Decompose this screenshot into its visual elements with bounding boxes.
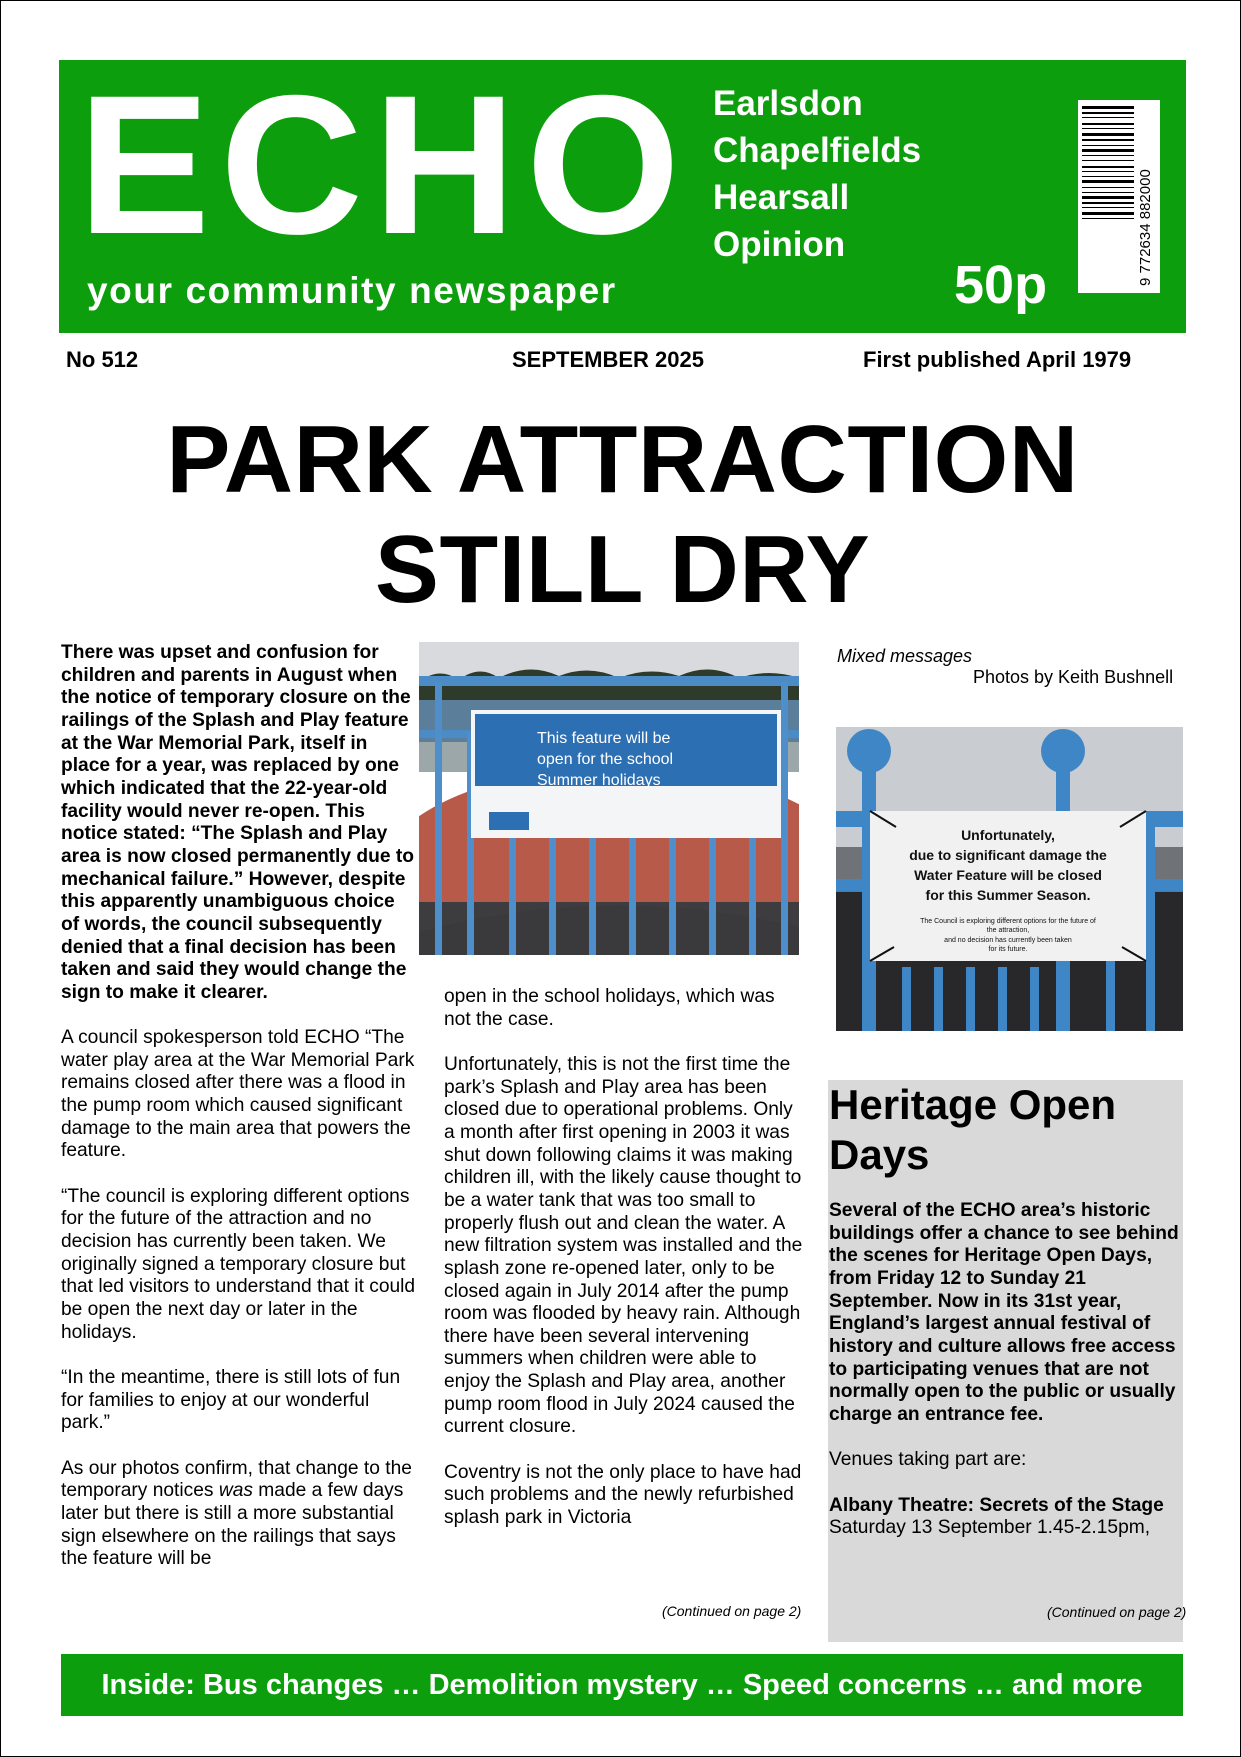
sign-2-small-1: The Council is exploring different options for the future of	[920, 918, 1096, 925]
article-lead: There was upset and confusion for children and parents in August when the notice of temporary closure on the railings of the Splash and Play feature at the War Memorial Park, itself in place for a year, was replaced by one which indicated that the 22-year-old facility would never re-open. This notice stated: “The Splash and Play area is now closed permanently due to mechanical failure.” However, despite this apparently unambiguous choice of words, the council subsequently denied that a final decision has been taken and said they would change the sign to make it clearer.	[61, 642, 414, 1003]
article-paragraph: open in the school holidays, which was not the case.	[444, 986, 775, 1030]
article-paragraph: Unfortunately, this is not the first time the park’s Splash and Play area has been closed due to operational problems. Only a month after first opening in 2003 it was shut down following claims it was making children ill, with the likely cause thought to be a water tank that was too small to properly flush out and clean the water. A new filtration system was installed and the splash zone re-opened later, only to be closed again in July 2014 after the pump room was flooded by heavy rain. Although there have been several intervening summers when children were able to enjoy the Splash and Play area, another pump room flood in July 2024 caused the current closure.	[444, 1053, 803, 1438]
area-list	[713, 80, 921, 268]
sign-2-line-3: Water Feature will be closed	[914, 867, 1102, 883]
headline-line-2: STILL DRY	[374, 516, 871, 623]
sign-1-line-2: open for the school	[537, 751, 674, 768]
sidebar-intro: Several of the ECHO area’s historic buildings offer a chance to see behind the scenes for Heritage Open Days, from Friday 12 to Sunday 21 September. Now in its 31st year, England’s largest annual festival of history and culture allows free access to participating venues that are not normally open to the public or usually charge an entrance fee.	[829, 1200, 1179, 1425]
sign-2-line-4: for this Summer Season.	[925, 887, 1091, 903]
article-paragraph: “In the meantime, there is still lots of fun for families to enjoy at our wonderful park.”	[61, 1366, 401, 1434]
area-item: Opinion	[713, 225, 846, 264]
area-item: Chapelfields	[713, 131, 922, 170]
price: 50p	[954, 255, 1048, 315]
article-column-left	[61, 642, 416, 1593]
sign-2-line-1: Unfortunately,	[961, 827, 1055, 843]
closure-notice-photo	[836, 727, 1183, 1031]
article-paragraph: As our photos confirm, that change to the temporary notices was made a few days later but there is still a more substantial sign elsewhere on the railings that says the feature will be	[61, 1457, 412, 1570]
sign-2-small-2: the attraction,	[986, 927, 1030, 934]
venue-name: Albany Theatre: Secrets of the Stage	[829, 1494, 1164, 1516]
masthead	[59, 54, 1186, 333]
tagline: your community newspaper	[87, 270, 617, 311]
echo-logo: ECHO	[78, 54, 691, 275]
article-paragraph: Coventry is not the only place to have had such problems and the newly refurbished splash park in Victoria	[444, 1461, 802, 1529]
photo-credit: Photos by Keith Bushnell	[973, 667, 1174, 687]
sign-2-small-4: for its future.	[988, 946, 1028, 953]
splash-park-sign-photo	[419, 642, 799, 955]
sign-2-small-3: and no decision has currently been taken	[944, 937, 1072, 944]
article-column-middle	[444, 986, 806, 1552]
venues-label: Venues taking part are:	[829, 1449, 1027, 1471]
article-paragraph: “The council is exploring different options for the future of the attraction and no decision has currently been taken. We originally signed a temporary closure but that led visitors to understand that it could be open the next day or later in the holidays.	[61, 1185, 416, 1343]
area-item: Earlsdon	[713, 84, 863, 123]
article-paragraph: A council spokesperson told ECHO “The water play area at the War Memorial Park remains closed after there was a flood in the pump room which caused significant damage to the main area that powers the feature.	[61, 1027, 415, 1162]
venue-time: Saturday 13 September 1.45-2.15pm,	[829, 1517, 1151, 1539]
sidebar-body	[829, 1200, 1179, 1562]
heritage-sidebar	[828, 1080, 1183, 1642]
issue-number: No 512	[66, 347, 139, 372]
inside-teaser-bar: Inside: Bus changes … Demolition mystery … Speed concerns … and more	[61, 1654, 1183, 1716]
sign-2-line-2: due to significant damage the	[909, 847, 1107, 863]
headline	[59, 405, 1186, 625]
sidebar-continued-note: (Continued on page 2)	[1047, 1604, 1187, 1620]
sidebar-title: Heritage Open Days	[829, 1081, 1117, 1178]
sign-1-line-3: Summer holidays	[537, 772, 661, 789]
continued-note: (Continued on page 2)	[662, 1603, 802, 1619]
area-item: Hearsall	[713, 178, 850, 217]
barcode	[1078, 100, 1160, 293]
issue-date: SEPTEMBER 2025	[512, 347, 704, 372]
headline-line-1: PARK ATTRACTION	[166, 406, 1079, 513]
sign-1-line-1: This feature will be	[537, 730, 671, 747]
barcode-digits: 9 772634 882000	[1137, 169, 1154, 286]
first-published: First published April 1979	[863, 347, 1132, 372]
photo-caption: Mixed messages	[837, 646, 973, 666]
